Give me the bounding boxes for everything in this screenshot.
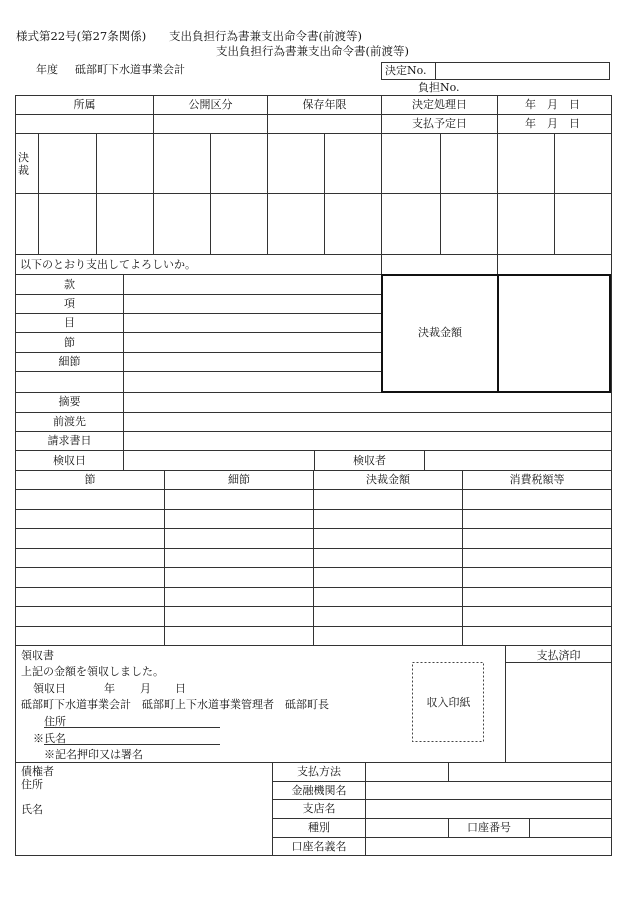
fiscal-year-label: 年度 xyxy=(36,63,58,76)
detail-header-tax: 消費税額等 xyxy=(509,473,565,486)
detail-header-setsu: 節 xyxy=(84,473,96,486)
receipt-title: 領収書 xyxy=(21,649,54,662)
kou-label: 項 xyxy=(64,297,75,310)
disclosure-header: 公開区分 xyxy=(188,98,233,111)
paid-stamp-label: 支払済印 xyxy=(536,649,581,662)
receipt-note: ※記名押印又は署名 xyxy=(44,748,143,761)
retention-header: 保存年限 xyxy=(302,98,347,111)
approved-amount-label: 決裁金額 xyxy=(418,326,462,339)
inspection-date-label: 検収日 xyxy=(53,454,86,467)
decision-no-label: 決定No. xyxy=(385,64,427,77)
branch-label: 支店名 xyxy=(302,802,336,815)
decision-date-ymd: 年 月 日 xyxy=(525,98,580,111)
decision-date-label: 決定処理日 xyxy=(412,98,467,111)
receipt-name-label: ※氏名 xyxy=(33,732,66,745)
setsu-label: 節 xyxy=(64,336,75,349)
bank-name-label: 金融機関名 xyxy=(291,784,347,797)
form-heading-2: 支出負担行為書兼支出命令書(前渡等) xyxy=(216,44,409,58)
account-holder-label: 口座名義名 xyxy=(291,840,347,853)
kan-label: 款 xyxy=(64,278,75,291)
saisetsu-label: 細節 xyxy=(58,355,81,368)
advance-to-label: 前渡先 xyxy=(53,415,86,428)
revenue-stamp-label: 収入印紙 xyxy=(426,696,471,709)
summary-label: 摘要 xyxy=(58,395,81,408)
decision-no-field[interactable] xyxy=(437,63,609,79)
moku-label: 目 xyxy=(64,316,75,329)
detail-header-saisetsu: 細節 xyxy=(228,473,250,486)
payment-date-label: 支払予定日 xyxy=(412,117,467,130)
receipt-address-label: 住所 xyxy=(44,715,66,728)
receipt-date-label: 領収日 xyxy=(33,682,66,695)
approval-label-top: 決 xyxy=(18,151,29,164)
entity-name: 砥部町下水道事業会計 xyxy=(75,63,185,76)
request-text: 以下のとおり支出してよろしいか。 xyxy=(20,258,196,271)
invoice-date-label: 請求書日 xyxy=(47,434,92,447)
inspector-label: 検収者 xyxy=(353,454,386,467)
approval-label-bottom: 裁 xyxy=(18,164,29,177)
creditor-title: 債権者 xyxy=(21,765,54,778)
form-heading-1: 支出負担行為書兼支出命令書(前渡等) xyxy=(169,29,362,43)
receipt-line1: 上記の金額を領収しました。 xyxy=(21,665,164,678)
receipt-year: 年 xyxy=(104,682,115,695)
receipt-month: 月 xyxy=(140,682,151,695)
form-number: 様式第22号(第27条関係) xyxy=(16,29,147,43)
account-type-label: 種別 xyxy=(308,821,330,834)
creditor-name-label: 氏名 xyxy=(21,803,43,816)
payment-method-label: 支払方法 xyxy=(297,765,341,778)
burden-no-label: 負担No. xyxy=(418,81,460,94)
account-no-label: 口座番号 xyxy=(467,821,511,834)
payment-date-ymd: 年 月 日 xyxy=(525,117,580,130)
affiliation-header: 所属 xyxy=(73,98,96,111)
creditor-address-label: 住所 xyxy=(21,778,43,791)
receipt-payee-line: 砥部町下水道事業会計 砥部町上下水道事業管理者 砥部町長 xyxy=(21,698,329,711)
receipt-day: 日 xyxy=(175,682,186,695)
detail-header-amount: 決裁金額 xyxy=(366,473,410,486)
